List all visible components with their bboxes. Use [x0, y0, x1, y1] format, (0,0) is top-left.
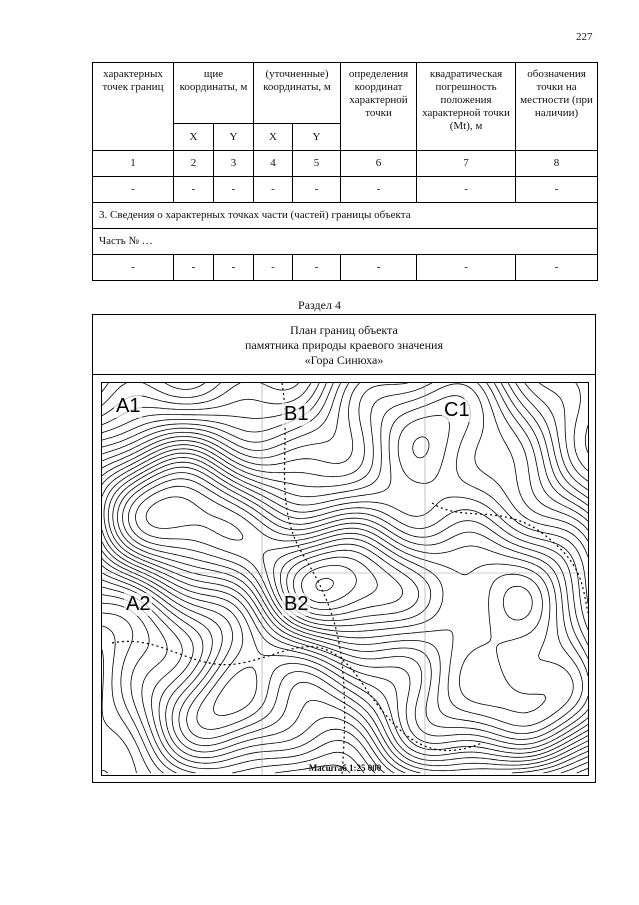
sheet-label-c1: C1	[444, 399, 470, 421]
column-number: 6	[341, 151, 417, 177]
plan-title-line: План границ объекта	[290, 323, 398, 337]
header-x-refined: X	[254, 124, 293, 151]
sheet-label-a1: A1	[116, 395, 141, 417]
topographic-map	[101, 382, 589, 776]
boundary-plan-frame	[92, 314, 596, 783]
table-cell: -	[516, 177, 598, 203]
section-3-heading: 3. Сведения о характерных точках части (частей) границы объекта	[93, 203, 598, 229]
column-number: 8	[516, 151, 598, 177]
page-number: 227	[576, 31, 593, 43]
part-number-label: Часть № …	[93, 229, 598, 255]
contour-map-image	[102, 383, 588, 775]
table-cell: -	[93, 255, 174, 281]
map-scale: Масштаб 1:25 000	[308, 763, 382, 773]
column-number: 5	[293, 151, 341, 177]
table-row-column-numbers	[93, 151, 598, 177]
table-row	[93, 255, 598, 281]
sheet-label-b2: B2	[284, 593, 309, 615]
map-trail	[432, 503, 588, 613]
table-cell: -	[254, 177, 293, 203]
table-cell: -	[516, 255, 598, 281]
table-row	[93, 177, 598, 203]
plan-title-line: памятника природы краевого значения	[244, 338, 443, 352]
table-cell: -	[174, 255, 214, 281]
header-point-boundaries: характерных точек границ	[93, 63, 174, 151]
header-mean-square-error: квадратическая погрешность положения характерной точки (Mt), м	[417, 63, 516, 151]
section-title: Раздел 4	[298, 298, 341, 312]
header-x: X	[174, 124, 214, 151]
header-point-designation: обозначения точки на местности (при наличии)	[516, 63, 598, 151]
header-existing-coordinates: щие координаты, м	[174, 63, 254, 124]
header-determination-method: определения координат характерной точки	[341, 63, 417, 151]
header-refined-coordinates: (уточненные) координаты, м	[254, 63, 341, 124]
header-y-refined: Y	[293, 124, 341, 151]
header-y: Y	[214, 124, 254, 151]
table-cell: -	[417, 255, 516, 281]
column-number: 2	[174, 151, 214, 177]
column-number: 7	[417, 151, 516, 177]
table-cell: -	[214, 255, 254, 281]
sheet-label-b1: B1	[284, 403, 309, 425]
column-number: 3	[214, 151, 254, 177]
sheet-label-a2: A2	[126, 593, 151, 615]
table-cell: -	[293, 255, 341, 281]
contour-lines	[102, 383, 588, 773]
plan-title	[93, 315, 595, 375]
plan-title-line: «Гора Синюха»	[304, 353, 384, 367]
table-cell: -	[214, 177, 254, 203]
table-cell: -	[254, 255, 293, 281]
table-cell: -	[174, 177, 214, 203]
table-cell: -	[341, 177, 417, 203]
table-cell: -	[417, 177, 516, 203]
column-number: 4	[254, 151, 293, 177]
column-number: 1	[93, 151, 174, 177]
table-cell: -	[341, 255, 417, 281]
map-trail	[282, 383, 345, 775]
boundary-points-table	[92, 62, 598, 281]
table-cell: -	[293, 177, 341, 203]
table-cell: -	[93, 177, 174, 203]
